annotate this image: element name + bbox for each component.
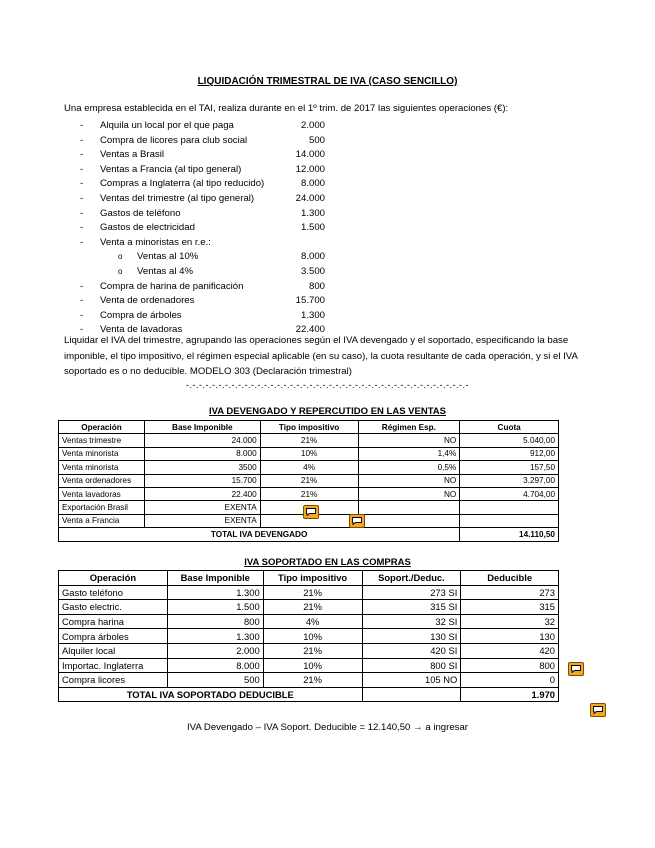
table-cell: 10% bbox=[260, 447, 358, 460]
table-cell: 21% bbox=[263, 673, 362, 688]
column-header: Base Imponible bbox=[167, 571, 263, 586]
table-cell: NO bbox=[358, 487, 460, 500]
table-row bbox=[59, 643, 559, 658]
table-cell: 4.704,00 bbox=[460, 487, 559, 500]
bullet-marker: - bbox=[80, 295, 84, 307]
operation-amount: 15.700 bbox=[295, 295, 325, 307]
table-cell: Compra árboles bbox=[59, 629, 168, 644]
table-cell: NO bbox=[358, 474, 460, 487]
table-cell: Importac. Inglaterra bbox=[59, 658, 168, 673]
instructions-text: Liquidar el IVA del trimestre, agrupando las operaciones según el IVA devengado y el soportado, especificando la base imponible, el tipo impositivo, el régimen especial aplicable (en su caso), la cuota resultante de cada operación, y si el IVA soportado es o no deducible. MODELO 303 (Declaración trimestral) bbox=[64, 335, 578, 378]
column-header: Operación bbox=[59, 571, 168, 586]
operation-item bbox=[80, 265, 440, 280]
operation-item bbox=[80, 134, 440, 149]
intro-text: Una empresa establecida en el TAI, realiza durante en el 1º trim. de 2017 las siguientes operaciones (€): bbox=[64, 103, 509, 114]
operation-label: Venta de lavadoras bbox=[100, 324, 183, 336]
operation-label: Compras a Inglaterra (al tipo reducido) bbox=[100, 178, 265, 190]
table-cell: 912,00 bbox=[460, 447, 559, 460]
table-cell: Ventas trimestre bbox=[59, 434, 145, 447]
table-cell: 8.000 bbox=[144, 447, 260, 460]
operation-item bbox=[80, 280, 440, 295]
operation-item bbox=[80, 148, 440, 163]
bullet-marker: - bbox=[80, 324, 84, 336]
table-cell bbox=[358, 514, 460, 527]
table-cell: 21% bbox=[263, 585, 362, 600]
table-cell: EXENTA bbox=[144, 501, 260, 514]
table-cell: 130 SI bbox=[362, 629, 461, 644]
table-cell: 0,5% bbox=[358, 461, 460, 474]
bullet-marker: - bbox=[80, 163, 84, 175]
table-cell: 800 bbox=[167, 614, 263, 629]
table-cell: 0 bbox=[461, 673, 559, 688]
operation-amount: 8.000 bbox=[300, 251, 325, 263]
operation-label: Alquila un local por el que paga bbox=[100, 120, 234, 131]
table-cell: 105 NO bbox=[362, 673, 461, 688]
table-cell: 1.300 bbox=[167, 629, 263, 644]
table-cell: 800 bbox=[461, 658, 559, 673]
operation-label: Ventas al 10% bbox=[137, 251, 199, 263]
table-cell: Venta ordenadores bbox=[59, 474, 145, 487]
operation-amount: 2.000 bbox=[300, 120, 325, 131]
table-row bbox=[59, 673, 559, 688]
table-cell bbox=[460, 514, 559, 527]
operation-label: Compra de harina de panificación bbox=[100, 280, 244, 292]
bullet-marker: - bbox=[80, 222, 84, 234]
table-cell: Compra licores bbox=[59, 673, 168, 688]
table-cell: 800 SI bbox=[362, 658, 461, 673]
table-row bbox=[59, 487, 559, 500]
table-cell: 10% bbox=[263, 629, 362, 644]
table-cell: NO bbox=[358, 434, 460, 447]
comment-icon[interactable] bbox=[349, 514, 365, 528]
table-cell: 2.000 bbox=[167, 643, 263, 658]
table-cell: 315 SI bbox=[362, 600, 461, 615]
table-cell: 32 bbox=[461, 614, 559, 629]
table-cell: Venta minorista bbox=[59, 461, 145, 474]
operation-item bbox=[80, 236, 440, 251]
table-cell: 4% bbox=[263, 614, 362, 629]
operation-amount: 24.000 bbox=[295, 192, 325, 204]
operation-amount: 500 bbox=[308, 134, 325, 146]
operation-label: Venta a minoristas en r.e.: bbox=[100, 236, 211, 248]
operation-item bbox=[80, 192, 440, 207]
table-cell: 8.000 bbox=[167, 658, 263, 673]
table-cell bbox=[460, 501, 559, 514]
column-header: Cuota bbox=[460, 421, 559, 434]
operation-amount: 12.000 bbox=[295, 163, 325, 175]
total-row bbox=[59, 528, 559, 541]
comment-icon[interactable] bbox=[303, 505, 319, 519]
table-cell: Alquiler local bbox=[59, 643, 168, 658]
operation-label: Ventas del trimestre (al tipo general) bbox=[100, 192, 255, 204]
table-cell: 21% bbox=[263, 600, 362, 615]
table-header-row bbox=[59, 571, 559, 586]
table-cell: 21% bbox=[263, 643, 362, 658]
table-cell: 32 SI bbox=[362, 614, 461, 629]
table-cell: 130 bbox=[461, 629, 559, 644]
operation-amount: 1.300 bbox=[300, 309, 325, 321]
bullet-marker: o bbox=[118, 266, 123, 276]
soportado-table bbox=[58, 570, 559, 702]
comment-icon[interactable] bbox=[590, 703, 606, 717]
table-row bbox=[59, 474, 559, 487]
operation-amount: 1.500 bbox=[300, 222, 325, 234]
column-header: Deducible bbox=[461, 571, 559, 586]
bullet-marker: - bbox=[80, 309, 84, 321]
table-row bbox=[59, 614, 559, 629]
bullet-marker: - bbox=[80, 120, 84, 131]
operation-amount: 22.400 bbox=[295, 324, 325, 336]
devengado-title: IVA DEVENGADO Y REPERCUTIDO EN LAS VENTAS bbox=[208, 406, 446, 417]
table-cell: 5.040,00 bbox=[460, 434, 559, 447]
formula-text: IVA Devengado – IVA Soport. Deducible = 12.140,50 → a ingresar bbox=[187, 722, 468, 733]
total-label: TOTAL IVA DEVENGADO bbox=[59, 528, 460, 541]
table-row bbox=[59, 658, 559, 673]
table-cell: 1.300 bbox=[167, 585, 263, 600]
table-cell: Venta a Francia bbox=[59, 514, 145, 527]
page-title: LIQUIDACIÓN TRIMESTRAL DE IVA (CASO SENCILLO) bbox=[197, 76, 458, 87]
table-cell: 21% bbox=[260, 434, 358, 447]
operation-label: Compra de licores para club social bbox=[100, 134, 248, 146]
table-cell: 22.400 bbox=[144, 487, 260, 500]
column-header: Soport./Deduc. bbox=[362, 571, 461, 586]
operation-label: Venta de ordenadores bbox=[100, 295, 195, 307]
bullet-marker: - bbox=[80, 207, 84, 219]
operation-item bbox=[80, 250, 440, 265]
table-row bbox=[59, 585, 559, 600]
operation-amount: 800 bbox=[308, 280, 325, 292]
table-row bbox=[59, 434, 559, 447]
bullet-marker: - bbox=[80, 134, 84, 146]
total-value: 1.970 bbox=[461, 687, 559, 702]
operation-item bbox=[80, 177, 440, 192]
operation-label: Ventas a Brasil bbox=[100, 149, 164, 161]
table-cell: 420 bbox=[461, 643, 559, 658]
table-cell bbox=[358, 501, 460, 514]
table-cell: Exportación Brasil bbox=[59, 501, 145, 514]
total-label: TOTAL IVA SOPORTADO DEDUCIBLE bbox=[59, 687, 363, 702]
devengado-table bbox=[58, 420, 559, 542]
operation-label: Compra de árboles bbox=[100, 309, 182, 321]
table-cell: EXENTA bbox=[144, 514, 260, 527]
operation-label: Ventas al 4% bbox=[137, 265, 194, 277]
operation-label: Gastos de electricidad bbox=[100, 222, 195, 234]
column-header: Régimen Esp. bbox=[358, 421, 460, 434]
soportado-title: IVA SOPORTADO EN LAS COMPRAS bbox=[244, 557, 411, 568]
operation-item bbox=[80, 294, 440, 309]
table-cell: 273 SI bbox=[362, 585, 461, 600]
operation-amount: 8.000 bbox=[300, 178, 325, 190]
table-cell: 420 SI bbox=[362, 643, 461, 658]
total-value: 14.110,50 bbox=[460, 528, 559, 541]
column-header: Operación bbox=[59, 421, 145, 434]
table-cell: 21% bbox=[260, 487, 358, 500]
bullet-marker: - bbox=[80, 280, 84, 292]
separator-line: -.-.-.-.-.-.-.-.-.-.-.-.-.-.-.-.-.-.-.-.-.-.-.-.-.-.-.-.-.-.-.-.-.-.-.-.-.-.-.-.-.-.-.- bbox=[186, 380, 469, 390]
operation-item bbox=[80, 207, 440, 222]
column-header: Tipo impositivo bbox=[260, 421, 358, 434]
column-header: Base Imponible bbox=[144, 421, 260, 434]
operations-list bbox=[80, 119, 440, 338]
table-cell: Compra harina bbox=[59, 614, 168, 629]
table-cell: Venta minorista bbox=[59, 447, 145, 460]
table-cell: 1.500 bbox=[167, 600, 263, 615]
table-header-row bbox=[59, 421, 559, 434]
table-cell: 15.700 bbox=[144, 474, 260, 487]
operation-item bbox=[80, 119, 440, 134]
bullet-marker: - bbox=[80, 149, 84, 161]
operation-amount: 1.300 bbox=[300, 207, 325, 219]
table-cell: 273 bbox=[461, 585, 559, 600]
table-cell: 3.297,00 bbox=[460, 474, 559, 487]
bullet-marker: - bbox=[80, 192, 84, 204]
table-cell: Venta lavadoras bbox=[59, 487, 145, 500]
table-cell: 10% bbox=[263, 658, 362, 673]
operation-label: Gastos de teléfono bbox=[100, 207, 181, 219]
total-row bbox=[59, 687, 559, 702]
table-cell bbox=[362, 687, 461, 702]
operation-item bbox=[80, 221, 440, 236]
table-cell: 3500 bbox=[144, 461, 260, 474]
operation-label: Ventas a Francia (al tipo general) bbox=[100, 163, 242, 175]
table-row bbox=[59, 600, 559, 615]
bullet-marker: - bbox=[80, 236, 84, 248]
operation-amount: 3.500 bbox=[300, 265, 325, 277]
operation-item bbox=[80, 163, 440, 178]
table-cell: 315 bbox=[461, 600, 559, 615]
table-cell: Gasto electric. bbox=[59, 600, 168, 615]
operation-amount: 14.000 bbox=[295, 149, 325, 161]
table-cell: 1,4% bbox=[358, 447, 460, 460]
operation-item bbox=[80, 309, 440, 324]
bullet-marker: o bbox=[118, 252, 123, 262]
table-cell: 24.000 bbox=[144, 434, 260, 447]
table-cell: 4% bbox=[260, 461, 358, 474]
comment-icon[interactable] bbox=[568, 662, 584, 676]
bullet-marker: - bbox=[80, 178, 84, 190]
column-header: Tipo impositivo bbox=[263, 571, 362, 586]
table-cell: 21% bbox=[260, 474, 358, 487]
table-cell: Gasto teléfono bbox=[59, 585, 168, 600]
table-row bbox=[59, 629, 559, 644]
table-cell: 500 bbox=[167, 673, 263, 688]
table-row bbox=[59, 461, 559, 474]
table-row bbox=[59, 447, 559, 460]
table-cell: 157,50 bbox=[460, 461, 559, 474]
